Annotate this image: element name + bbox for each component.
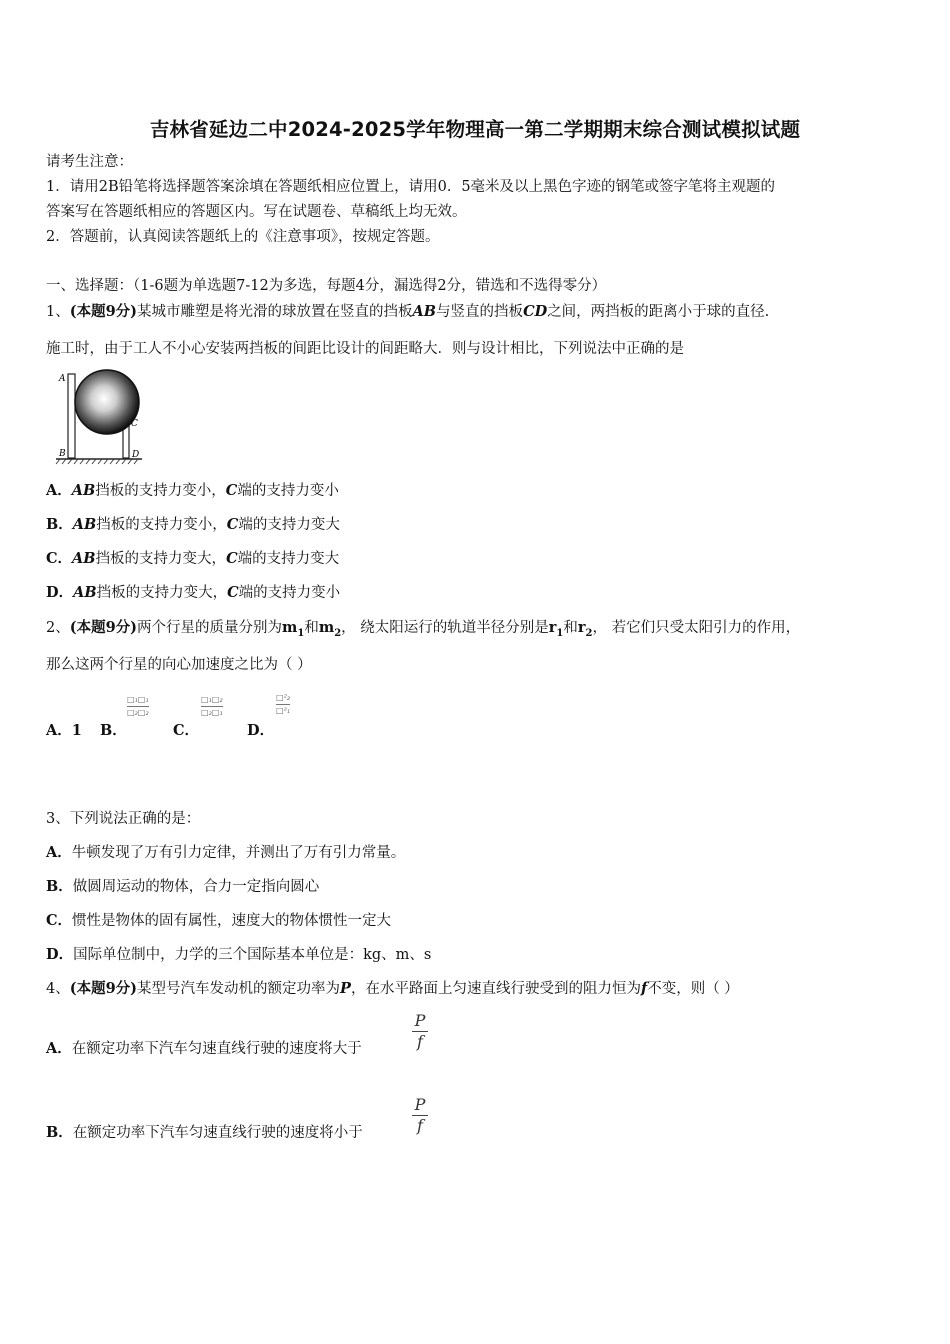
symbol-cd: CD bbox=[523, 303, 548, 320]
question-4-option-b[interactable] bbox=[46, 1123, 363, 1143]
option-text: 惯性是物体的固有属性，速度大的物体惯性一定大 bbox=[72, 913, 392, 929]
question-number: 2、 bbox=[46, 620, 70, 636]
option-text: 在额定功率下汽车匀速直线行驶的速度将小于 bbox=[72, 1125, 363, 1141]
fraction-numerator: P bbox=[414, 1011, 426, 1030]
symbol-ab: AB bbox=[72, 550, 96, 567]
symbol-r2: $r_2$ bbox=[577, 619, 593, 639]
notice-line-2: 答案写在答题纸相应的答题区内。写在试题卷、草稿纸上均无效。 bbox=[46, 204, 467, 220]
stem-text: ， 绕太阳运行的轨道半径分别是 bbox=[341, 620, 549, 636]
option-key: D． bbox=[247, 722, 275, 739]
ball bbox=[75, 370, 139, 434]
question-2-option-b[interactable] bbox=[100, 721, 127, 741]
symbol-r1: $r_1$ bbox=[548, 619, 564, 639]
symbol-m1: $m_1$ bbox=[282, 619, 305, 639]
stem-text: 某型号汽车发动机的额定功率为 bbox=[137, 981, 341, 997]
fraction-numerator: □₁□₂ bbox=[201, 695, 223, 704]
question-1-stem-line-2: 施工时，由于工人不小心安装两挡板的间距比设计的间距略大．则与设计相比，下列说法中正确的是 bbox=[46, 341, 684, 357]
question-2-option-d-fraction bbox=[276, 693, 290, 716]
fraction-denominator: f bbox=[417, 1116, 423, 1135]
stem-text: ，在水平路面上匀速直线行驶受到的阻力恒为 bbox=[350, 981, 641, 997]
question-score: (本题9分) bbox=[69, 980, 138, 997]
question-4-option-a[interactable] bbox=[46, 1039, 362, 1059]
symbol-ab: AB bbox=[71, 482, 96, 499]
option-text: 牛顿发现了万有引力定律，并测出了万有引力常量。 bbox=[71, 845, 406, 861]
question-3-option-d[interactable] bbox=[46, 945, 431, 965]
stem-text: 不变，则（ ） bbox=[647, 981, 739, 997]
ball-between-plates-figure bbox=[50, 366, 150, 466]
option-key: C． bbox=[46, 550, 73, 567]
stem-text: 和 bbox=[563, 620, 578, 636]
option-text: 挡板的支持力变小， bbox=[95, 483, 226, 499]
question-number: 4、 bbox=[46, 981, 70, 997]
question-2-option-c[interactable] bbox=[173, 721, 199, 741]
symbol-p: P bbox=[340, 980, 351, 997]
question-1-stem bbox=[46, 302, 769, 322]
fraction-denominator: □²₁ bbox=[276, 706, 290, 715]
fraction-bar bbox=[201, 706, 223, 707]
plate-ab bbox=[68, 374, 75, 458]
option-key: C． bbox=[173, 722, 200, 739]
question-4-option-b-fraction bbox=[412, 1096, 428, 1135]
symbol-ab: AB bbox=[73, 584, 97, 601]
question-2-option-b-fraction bbox=[127, 695, 149, 718]
fraction-numerator: □²₂ bbox=[276, 693, 290, 702]
question-number: 1、 bbox=[46, 304, 70, 320]
symbol-c: C bbox=[226, 516, 239, 533]
question-3-option-b[interactable] bbox=[46, 877, 319, 897]
stem-text: 某城市雕塑是将光滑的球放置在竖直的挡板 bbox=[137, 304, 413, 320]
figure-label-c: C bbox=[131, 419, 138, 429]
option-value: 1 bbox=[71, 722, 82, 739]
option-key: B． bbox=[46, 516, 73, 533]
question-1-option-c[interactable] bbox=[46, 549, 339, 569]
question-score: (本题9分) bbox=[69, 303, 138, 320]
question-4-stem bbox=[46, 979, 739, 999]
question-3-option-a[interactable] bbox=[46, 843, 405, 863]
option-text: 挡板的支持力变小， bbox=[96, 517, 227, 533]
option-text: 挡板的支持力变大， bbox=[95, 551, 227, 567]
figure-label-d: D bbox=[132, 450, 140, 460]
option-text: 挡板的支持力变大， bbox=[96, 585, 228, 601]
question-score: (本题9分) bbox=[69, 619, 138, 636]
question-2-stem-line-2: 那么这两个行星的向心加速度之比为（ ） bbox=[46, 657, 312, 673]
fraction-denominator: □₂□₂ bbox=[127, 708, 149, 717]
symbol-c: C bbox=[226, 550, 238, 567]
fraction-numerator: P bbox=[414, 1095, 426, 1114]
option-key: B． bbox=[46, 878, 73, 895]
stem-text: 和 bbox=[304, 620, 319, 636]
figure-label-b: B bbox=[59, 449, 66, 459]
question-1-option-b[interactable] bbox=[46, 515, 340, 535]
option-key: C． bbox=[46, 912, 73, 929]
fraction-bar bbox=[127, 706, 149, 707]
question-1-option-a[interactable] bbox=[46, 481, 339, 501]
symbol-ab: AB bbox=[412, 303, 437, 320]
notice-heading: 请考生注意： bbox=[46, 154, 133, 170]
symbol-c: C bbox=[225, 482, 238, 499]
option-key: A． bbox=[46, 722, 72, 739]
ground-hatching bbox=[56, 459, 138, 464]
question-3-option-c[interactable] bbox=[46, 911, 391, 931]
fraction-denominator: f bbox=[417, 1032, 423, 1051]
symbol-c: C bbox=[227, 584, 239, 601]
question-1-option-d[interactable] bbox=[46, 583, 340, 603]
option-key: A． bbox=[46, 844, 72, 861]
question-2-option-a[interactable] bbox=[46, 721, 82, 741]
notice-line-3: 2．答题前，认真阅读答题纸上的《注意事项》，按规定答题。 bbox=[46, 229, 440, 245]
symbol-ab: AB bbox=[72, 516, 97, 533]
stem-text: 与竖直的挡板 bbox=[436, 304, 524, 320]
option-key: D． bbox=[46, 946, 74, 963]
option-key: A． bbox=[46, 482, 72, 499]
option-text: 端的支持力变小 bbox=[237, 483, 339, 499]
section-heading: 一、选择题：（1-6题为单选题7-12为多选，每题4分，漏选得2分，错选和不选得零分） bbox=[46, 278, 607, 294]
symbol-m2: $m_2$ bbox=[318, 619, 342, 639]
option-key: D． bbox=[46, 584, 74, 601]
page-title: 吉林省延边二中2024-2025学年物理高一第二学期期末综合测试模拟试题 bbox=[149, 118, 801, 141]
fraction-denominator: □₂□₁ bbox=[201, 708, 223, 717]
question-2-option-d[interactable] bbox=[247, 721, 274, 741]
stem-text: 之间，两挡板的距离小于球的直径. bbox=[547, 304, 770, 320]
fraction-numerator: □₁□₁ bbox=[127, 695, 149, 704]
option-text: 在额定功率下汽车匀速直线行驶的速度将大于 bbox=[71, 1041, 362, 1057]
option-key: A． bbox=[46, 1040, 72, 1057]
option-text: 端的支持力变大 bbox=[238, 517, 340, 533]
question-2-option-c-fraction bbox=[201, 695, 223, 718]
figure-label-a: A bbox=[59, 374, 66, 384]
option-text: 端的支持力变小 bbox=[238, 585, 341, 601]
notice-line-1: 1．请用2B铅笔将选择题答案涂填在答题纸相应位置上，请用0．5毫米及以上黑色字迹的钢笔或签字笔将主观题的 bbox=[46, 179, 776, 195]
stem-text: ， 若它们只受太阳引力的作用， bbox=[592, 620, 801, 636]
symbol-f: f bbox=[640, 980, 648, 997]
question-3-stem: 3、下列说法正确的是： bbox=[46, 811, 201, 827]
option-text: 国际单位制中，力学的三个国际基本单位是：kg、m、s bbox=[73, 947, 432, 963]
fraction-bar bbox=[276, 704, 290, 705]
question-4-option-a-fraction bbox=[412, 1012, 428, 1051]
option-text: 做圆周运动的物体，合力一定指向圆心 bbox=[72, 879, 320, 895]
option-text: 端的支持力变大 bbox=[237, 551, 340, 567]
option-key: B． bbox=[46, 1124, 73, 1141]
question-2-stem bbox=[46, 618, 800, 644]
option-key: B． bbox=[100, 722, 127, 739]
stem-text: 两个行星的质量分别为 bbox=[137, 620, 283, 636]
